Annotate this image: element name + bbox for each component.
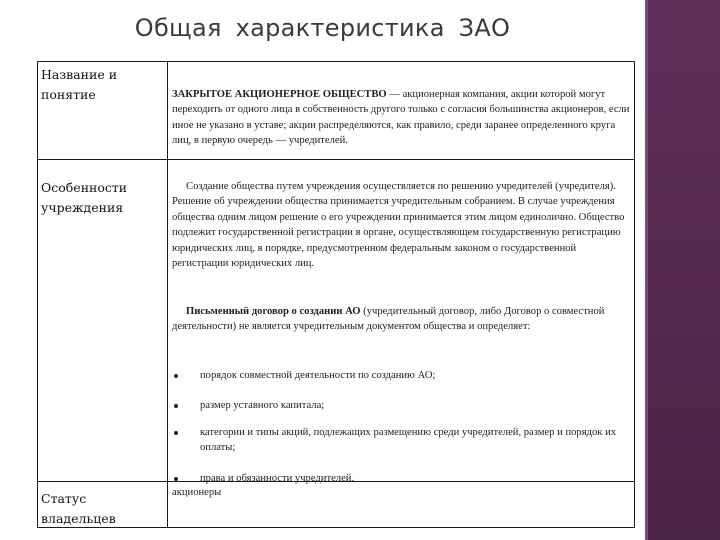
slide-title: Общая характеристика ЗАО [134, 14, 511, 42]
bullet-icon [174, 431, 178, 435]
definition-body: — акционерная компания, акции которой могут переходить от одного лица в собственность другого только с согласия большинства акционеров, если иное не указано в уставе; акции распределяются, как правило, среди заранее определенного круга лиц, в первую очередь — учредителей. [172, 89, 630, 147]
decorative-side-band [645, 0, 720, 540]
owners-value: акционеры [172, 487, 222, 498]
row-divider [38, 159, 634, 160]
contract-body: (учредительный договор, либо Договор о совместной деятельности) не является учредительным документом общества и определяет: [172, 306, 605, 333]
row-label-name: Название и понятие [41, 67, 118, 102]
row-label-founding: Особенности учреждения [41, 180, 128, 215]
founding-paragraph: Создание общества путем учреждения осуществляется по решению учредителей (учредителя). Решение об учреждении общества принимается учредительным собранием. В случае учреждения общества одним лицом решение о его учреждении принимается этим лицом единолично. Общество подлежит государственной регистрации в органе, осуществляющем государственную регистрацию юридических лиц, в порядке, предусмотренном федеральным законом о государственной регистрации юридических лиц. [172, 181, 625, 270]
characteristics-table: Название и понятие ЗАКРЫТОЕ АКЦИОНЕРНОЕ ОБЩЕСТВО — акционерная компания, акции которой могут переходить от одного лица в собственность другого только с согласия большинства акционеров, если иное не указано в уставе; акции распределяются, как правило, среди заранее определенного круга лиц, в первую очередь — учредителей. Особенности учреждения Создание общества путем учреждения осуществляется по решению учредителей (учредителя). Решение об учреждении общества принимается учредительным собранием. В случае учреждения общества одним лицом решение о его учреждении принимается этим лицом единолично. Общество подлежит государственной регистрации в органе, осуществляющем государственную регистрацию юридических лиц, в порядке, предусмотренном федеральным законом о государственной регистрации юридических лиц. Письменный договор о создании АО (учредительный договор, либо Договор о совместной деятельности) не является учредительным документом общества и определяет: порядок совместной деятельности по созданию АО; размер уставного капитала; категории и типы акций, подлежащих размещению среди учредителей, размер и порядок их оплаты; права и обязанности учредителей. Статус владельцев акционеры [37, 61, 635, 528]
bullet-icon [174, 404, 178, 408]
contract-term: Письменный договор о создании АО [186, 306, 361, 317]
definition-term: ЗАКРЫТОЕ АКЦИОНЕРНОЕ ОБЩЕСТВО [172, 89, 387, 100]
definition-text [172, 87, 632, 149]
bullet-icon [174, 374, 178, 378]
row-label-owners: Статус владельцев [41, 491, 116, 526]
column-divider [167, 62, 168, 527]
bullet-icon [174, 477, 178, 481]
contract-paragraph [172, 304, 632, 335]
